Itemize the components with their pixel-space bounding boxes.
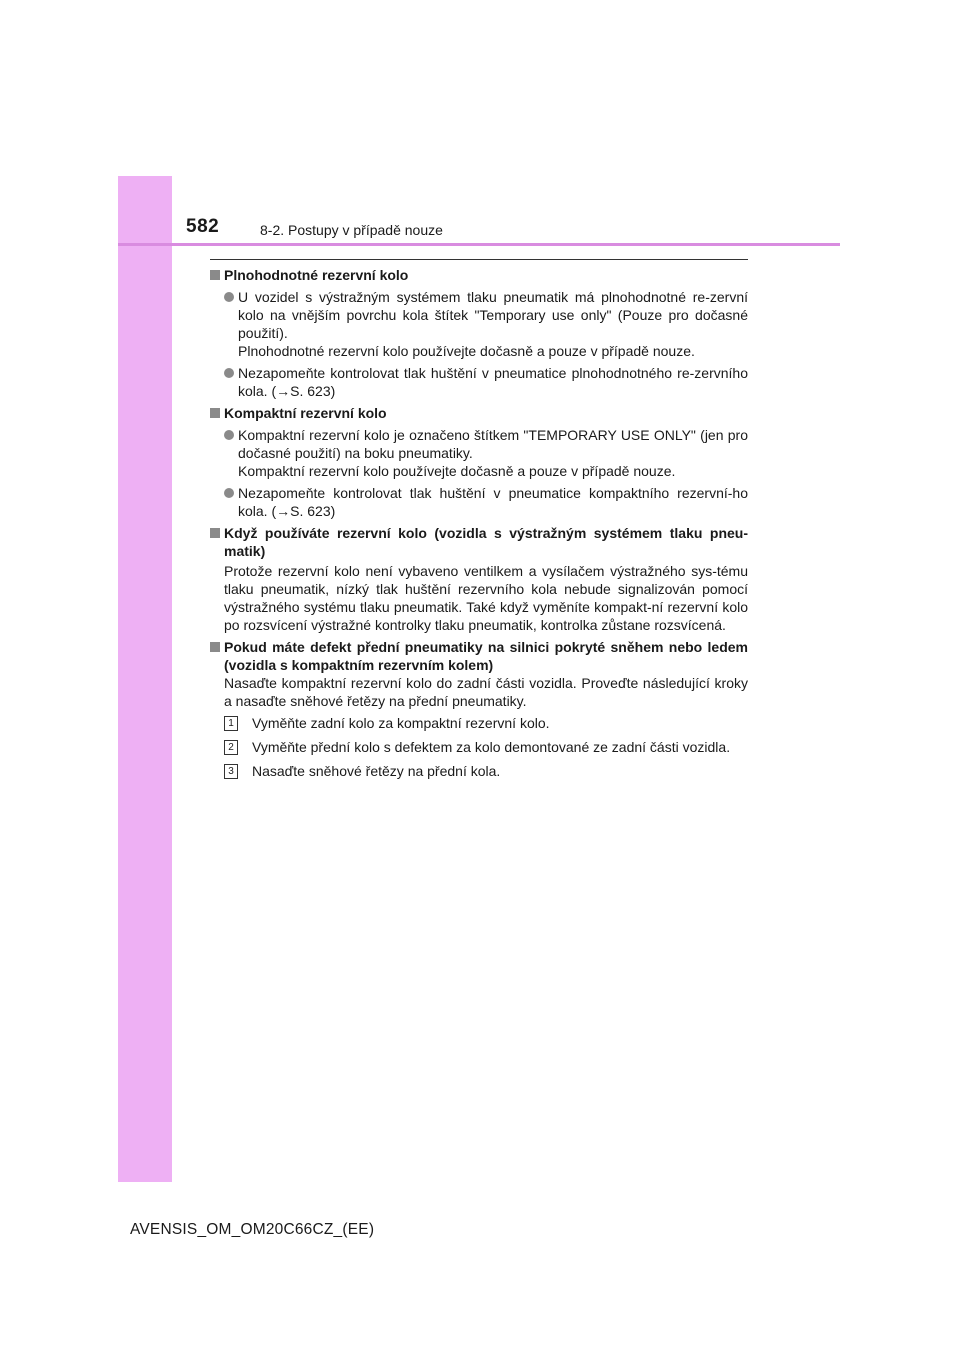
section-heading: Kompaktní rezervní kolo [224,405,387,421]
square-bullet-icon [210,408,220,418]
section-front-flat-snow [210,638,748,780]
step-text: Vyměňte přední kolo s defektem za kolo demontované ze zadní části vozidla. [252,739,731,755]
step-item [224,762,748,780]
section-paragraph: Nasaďte kompaktní rezervní kolo do zadní části vozidla. Proveďte následující kroky a nasaďte sněhové řetězy na přední pneumatiky. [224,675,748,709]
document-code: AVENSIS_OM_OM20C66CZ_(EE) [130,1221,375,1238]
section-heading: Plnohodnotné rezervní kolo [224,267,409,283]
step-number-box: 3 [224,764,238,779]
bullet-text: Plnohodnotné rezervní kolo používejte dočasně a pouze v případě nouze. [238,343,695,359]
round-bullet-icon [224,488,234,498]
round-bullet-icon [224,292,234,302]
square-bullet-icon [210,642,220,652]
bullet-text: Nezapomeňte kontrolovat tlak huštění v pneumatice kompaktního rezervní-ho kola. (→S. 623) [238,485,748,519]
content-top-rule [210,259,748,260]
section-compact-spare [210,404,748,520]
step-item [224,738,748,756]
step-item [224,714,748,732]
side-color-strip [118,176,172,1182]
step-number-box: 1 [224,716,238,731]
section-heading: Když používáte rezervní kolo (vozidla s výstražným systémem tlaku pneu-matik) [224,525,748,559]
step-text: Nasaďte sněhové řetězy na přední kola. [252,763,501,779]
header-rule [118,243,840,246]
step-text: Vyměňte zadní kolo za kompaktní rezervní kolo. [252,715,550,731]
square-bullet-icon [210,528,220,538]
step-number-box: 2 [224,740,238,755]
section-paragraph: Protože rezervní kolo není vybaveno ventilkem a vysílačem výstražného sys-tému tlaku pneumatik, nízký tlak huštění rezervního kola nebude signalizován pomocí výstražného systému tlaku pneumatik. Také když vyměníte kompakt-ní rezervní kolo po rozsvícení výstražné kontrolky tlaku pneumatik, kontrolka zůstane rozsvícená. [224,563,748,633]
round-bullet-icon [224,430,234,440]
section-heading: Pokud máte defekt přední pneumatiky na silnici pokryté sněhem nebo ledem (vozidla s kompaktním rezervním kolem) [224,639,748,673]
list-item [224,288,748,360]
bullet-text: Kompaktní rezervní kolo používejte dočasně a pouze v případě nouze. [238,463,676,479]
list-item [224,484,748,520]
square-bullet-icon [210,270,220,280]
page-number: 582 [186,216,220,237]
section-using-spare [210,524,748,634]
page-content [210,266,748,786]
step-list [224,714,748,780]
section-full-spare [210,266,748,400]
bullet-text: Kompaktní rezervní kolo je označeno štítkem "TEMPORARY USE ONLY" (jen pro dočasné použití) na boku pneumatiky. [238,427,748,461]
list-item [224,426,748,480]
round-bullet-icon [224,368,234,378]
section-title: 8-2. Postupy v případě nouze [260,222,443,238]
list-item [224,364,748,400]
bullet-text: U vozidel s výstražným systémem tlaku pneumatik má plnohodnotné re-zervní kolo na vnějším povrchu kola štítek "Temporary use only" (Pouze pro dočasné použití). [238,289,748,341]
bullet-text: Nezapomeňte kontrolovat tlak huštění v pneumatice plnohodnotného re-zervního kola. (→S. 623) [238,365,748,399]
